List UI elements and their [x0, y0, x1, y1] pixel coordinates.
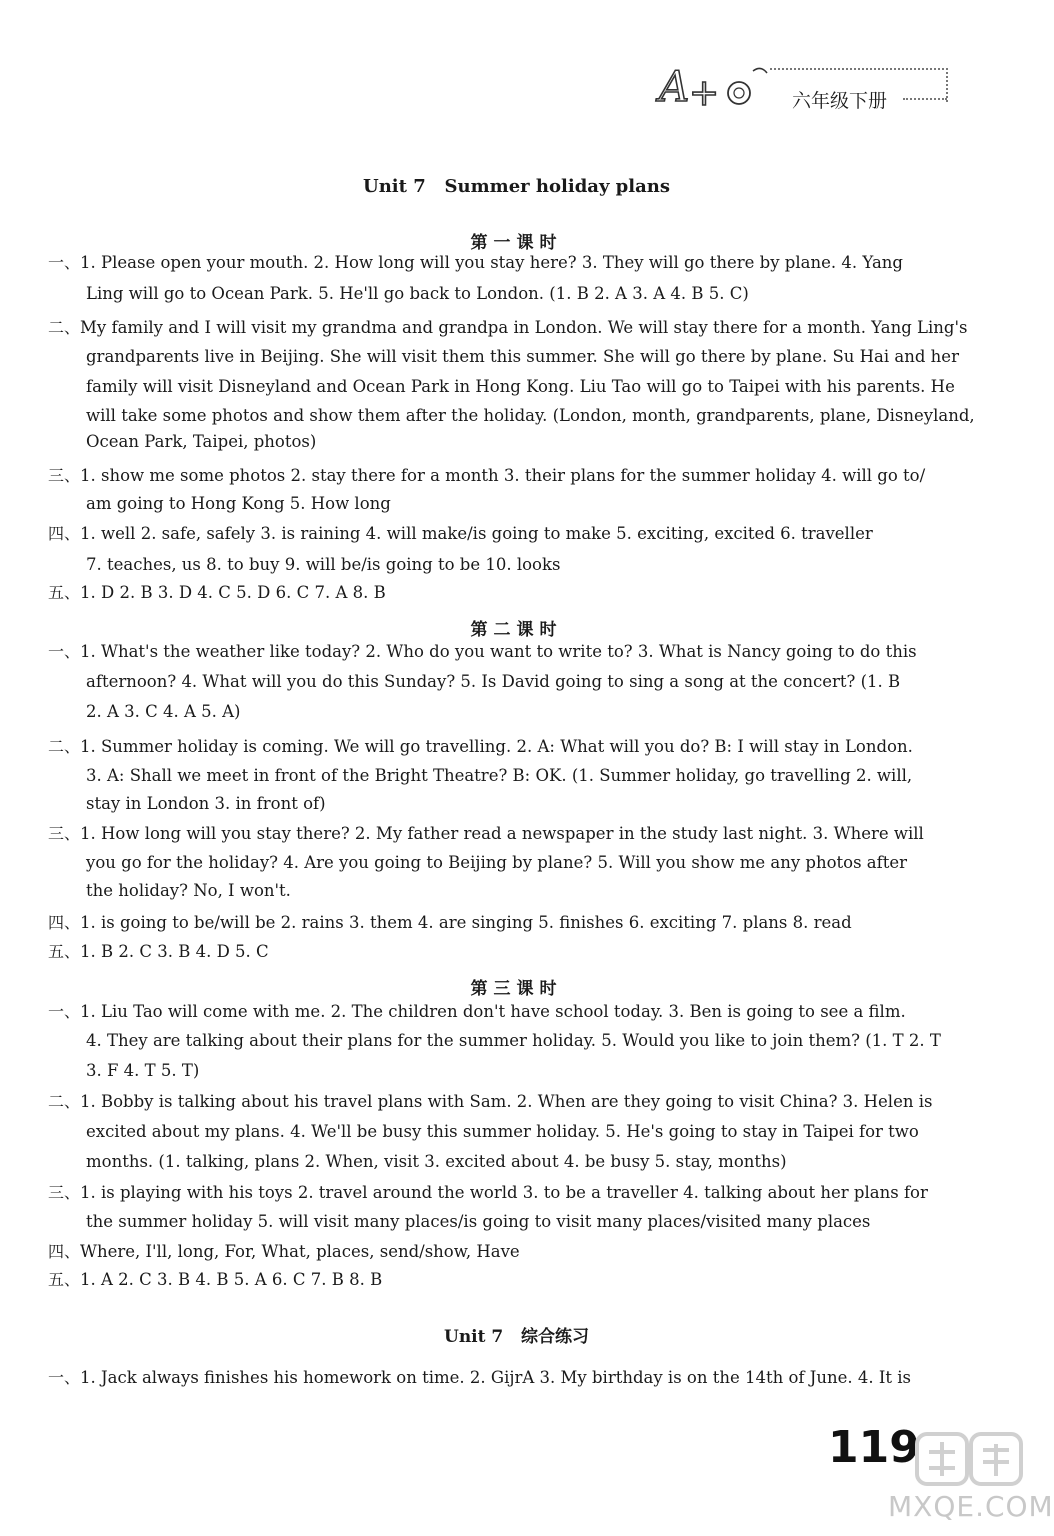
grade-label: 六年级下册: [792, 90, 888, 112]
question-number: 一、: [48, 642, 81, 661]
answer-line: [48, 913, 852, 933]
answer-line: [48, 1242, 520, 1262]
question-number: 五、: [48, 942, 81, 961]
question-number: 一、: [48, 1002, 81, 1021]
answer-line: [86, 702, 241, 722]
answer-line: [86, 881, 291, 901]
question-number: 一、: [48, 253, 81, 272]
question-number: 四、: [48, 1242, 81, 1261]
answer-text: you go for the holiday? 4. Are you going to Beijing by plane? 5. Will you show me any photos after: [86, 853, 908, 872]
answer-line: [48, 1183, 928, 1203]
answer-line: [86, 853, 907, 873]
answer-line: [86, 1031, 941, 1051]
answer-text: 1. Liu Tao will come with me. 2. The children don't have school today. 3. Ben is going to see a film.: [80, 1002, 906, 1021]
header-dotted-rule: [946, 68, 948, 102]
question-number: 三、: [48, 1183, 81, 1202]
answer-line: [86, 672, 900, 692]
answer-text: months. (1. talking, plans 2. When, visit 3. excited about 4. be busy 5. stay, months): [86, 1152, 787, 1171]
answer-text: 1. is playing with his toys 2. travel around the world 3. to be a traveller 4. talking about her plans for: [80, 1183, 928, 1202]
answer-line: [86, 1061, 199, 1081]
lesson-2-heading: 第二课时: [470, 620, 563, 640]
answer-line: [86, 377, 955, 397]
answer-line: [48, 942, 269, 962]
answer-text: 1. is going to be/will be 2. rains 3. them 4. are singing 5. finishes 6. exciting 7. plans 8. read: [80, 913, 852, 932]
answer-text: am going to Hong Kong 5. How long: [86, 494, 391, 513]
question-number: 五、: [48, 1270, 81, 1289]
answer-line: [86, 1152, 787, 1172]
answer-line: [86, 794, 326, 814]
unit-title: Unit 7 Summer holiday plans: [363, 176, 670, 197]
answer-line: [48, 318, 968, 338]
answer-line: [86, 555, 560, 575]
answer-line: [48, 1270, 382, 1290]
answer-text: 1. How long will you stay there? 2. My father read a newspaper in the study last night. 3. Where will: [80, 824, 924, 843]
watermark-stamp-icon: [915, 1428, 1025, 1488]
answer-line: [86, 766, 912, 786]
question-number: 四、: [48, 913, 81, 932]
answer-line: [48, 253, 903, 273]
svg-text:A: A: [659, 62, 690, 111]
question-number: 二、: [48, 318, 81, 337]
answer-text: the holiday? No, I won't.: [86, 881, 291, 900]
answer-text: will take some photos and show them after the holiday. (London, month, grandparents, plane, Disneyland,: [86, 406, 975, 425]
header-logo-icon: [655, 55, 775, 117]
answer-line: [48, 524, 873, 544]
answer-text: Where, I'll, long, For, What, places, send/show, Have: [80, 1242, 520, 1261]
answer-text: 3. A: Shall we meet in front of the Bright Theatre? B: OK. (1. Summer holiday, go travelling 2. will,: [86, 766, 913, 785]
answer-text: 1. What's the weather like today? 2. Who do you want to write to? 3. What is Nancy going to do this: [80, 642, 917, 661]
answer-line: [48, 642, 917, 662]
answer-text: 1. show me some photos 2. stay there for a month 3. their plans for the summer holiday 4. will go to/: [80, 466, 926, 485]
watermark-text: MXQE.COM: [888, 1490, 1054, 1523]
answer-text: 1. Jack always finishes his homework on time. 2. GijrA 3. My birthday is on the 14th of June. 4. It is: [80, 1368, 912, 1387]
answer-text: 1. B 2. C 3. B 4. D 5. C: [80, 942, 269, 961]
answer-line: [48, 466, 925, 486]
header-dotted-rule: [903, 98, 947, 100]
answer-line: [86, 284, 749, 304]
question-number: 一、: [48, 1368, 81, 1387]
answer-text: afternoon? 4. What will you do this Sunday? 5. Is David going to sing a song at the concert? (1. B: [86, 672, 901, 691]
review-title: Unit 7 综合练习: [444, 1327, 589, 1347]
answer-line: [48, 1092, 932, 1112]
answer-line: [86, 494, 391, 514]
answer-line: [86, 1212, 870, 1232]
question-number: 五、: [48, 583, 81, 602]
answer-text: 1. Bobby is talking about his travel plans with Sam. 2. When are they going to visit China? 3. Helen is: [80, 1092, 933, 1111]
answer-text: Ling will go to Ocean Park. 5. He'll go back to London. (1. B 2. A 3. A 4. B 5. C): [86, 284, 749, 303]
answer-text: excited about my plans. 4. We'll be busy this summer holiday. 5. He's going to stay in Taipei for two: [86, 1122, 919, 1141]
answer-line: [48, 1368, 911, 1388]
question-number: 三、: [48, 824, 81, 843]
answer-text: 1. D 2. B 3. D 4. C 5. D 6. C 7. A 8. B: [80, 583, 386, 602]
answer-text: 7. teaches, us 8. to buy 9. will be/is going to be 10. looks: [86, 555, 561, 574]
answer-text: 2. A 3. C 4. A 5. A): [86, 702, 241, 721]
header-dotted-rule: [770, 68, 948, 70]
answer-text: stay in London 3. in front of): [86, 794, 326, 813]
page-number: 119: [828, 1422, 920, 1473]
answer-text: 1. A 2. C 3. B 4. B 5. A 6. C 7. B 8. B: [80, 1270, 383, 1289]
answer-text: My family and I will visit my grandma and grandpa in London. We will stay there for a month. Yang Ling's: [80, 318, 968, 337]
answer-line: [86, 406, 975, 426]
svg-text:+: +: [689, 73, 720, 114]
answer-line: [86, 347, 959, 367]
answer-text: 1. Please open your mouth. 2. How long will you stay here? 3. They will go there by plane. 4. Yang: [80, 253, 903, 272]
answer-text: family will visit Disneyland and Ocean Park in Hong Kong. Liu Tao will go to Taipei with his parents. He: [86, 377, 955, 396]
lesson-3-heading: 第三课时: [470, 979, 563, 999]
answer-line: [48, 583, 386, 603]
answer-text: grandparents live in Beijing. She will visit them this summer. She will go there by plane. Su Hai and her: [86, 347, 959, 366]
answer-text: 1. Summer holiday is coming. We will go travelling. 2. A: What will you do? B: I will stay in London.: [80, 737, 913, 756]
answer-text: 1. well 2. safe, safely 3. is raining 4. will make/is going to make 5. exciting, excited 6. traveller: [80, 524, 873, 543]
answer-line: [86, 1122, 919, 1142]
question-number: 二、: [48, 1092, 81, 1111]
answer-text: the summer holiday 5. will visit many places/is going to visit many places/visited many places: [86, 1212, 871, 1231]
answer-line: [48, 1002, 906, 1022]
question-number: 三、: [48, 466, 81, 485]
answer-text: 3. F 4. T 5. T): [86, 1061, 200, 1080]
lesson-1-heading: 第一课时: [470, 233, 563, 253]
answer-text: Ocean Park, Taipei, photos): [86, 432, 317, 451]
answer-text: 4. They are talking about their plans for the summer holiday. 5. Would you like to join them? (1. T 2. T: [86, 1031, 941, 1050]
answer-line: [48, 824, 924, 844]
question-number: 四、: [48, 524, 81, 543]
question-number: 二、: [48, 737, 81, 756]
answer-line: [48, 737, 913, 757]
answer-line: [86, 432, 316, 452]
